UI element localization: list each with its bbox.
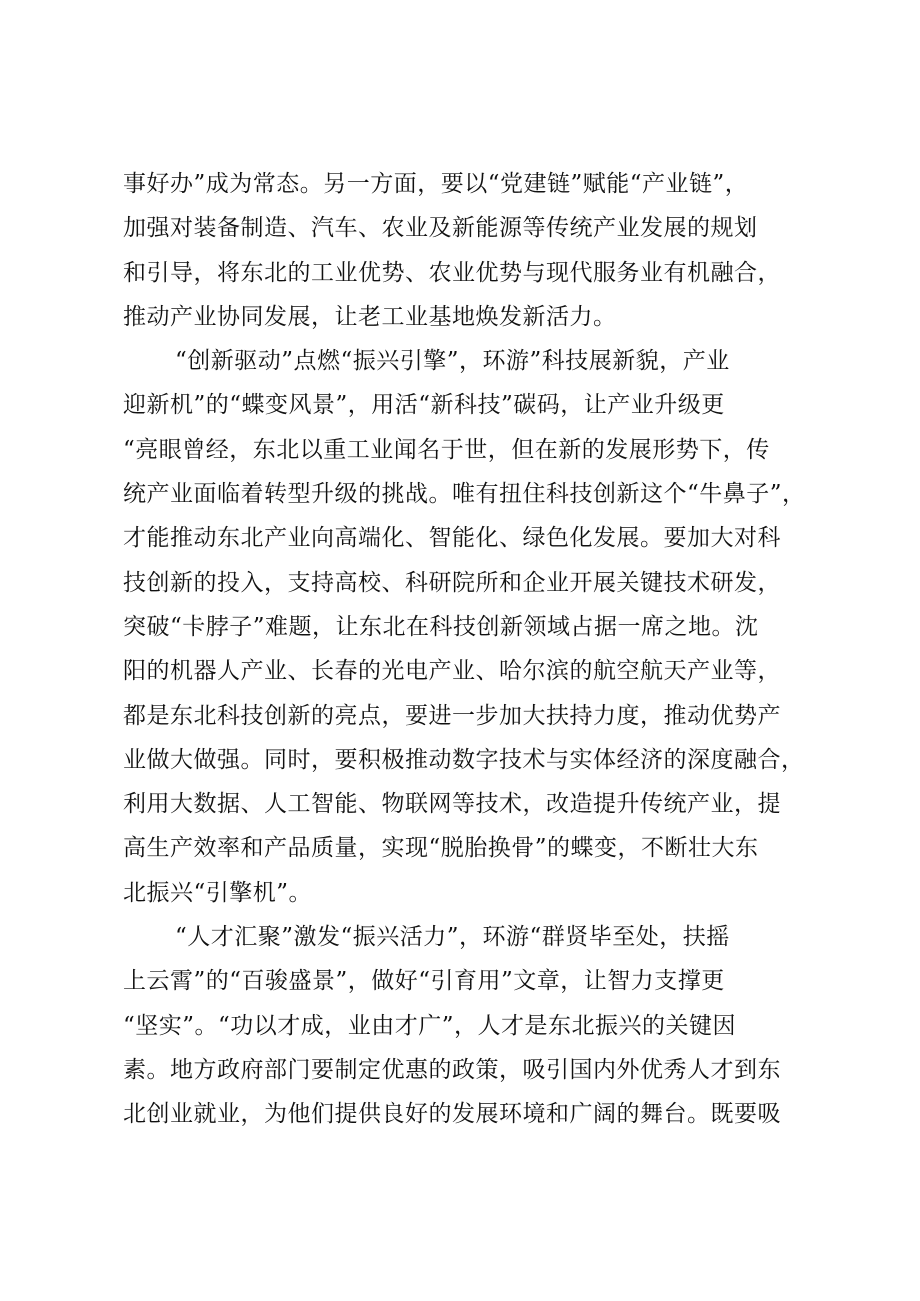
text-line: 迎新机”的“蝶变风景”，用活“新科技”碳码，让产业升级更 [123, 392, 725, 419]
text-line: 上云霄”的“百骏盛景”，做好“引育用”文章，让智力支撑更 [123, 968, 725, 995]
text-line: 都是东北科技创新的亮点，要进一步加大扶持力度，推动优势产 [123, 702, 781, 729]
paragraph-2 [123, 339, 813, 915]
text-line: “坚实”。“功以才成，业由才广”，人才是东北振兴的关键因 [123, 1012, 737, 1039]
text-line: 利用大数据、人工智能、物联网等技术，改造提升传统产业，提 [123, 791, 781, 818]
text-line: 推动产业协同发展，让老工业基地焕发新活力。 [123, 303, 617, 330]
text-line: 加强对装备制造、汽车、农业及新能源等传统产业发展的规划 [123, 215, 758, 242]
text-line: 技创新的投入，支持高校、科研院所和企业开展关键技术研发， [123, 569, 781, 596]
paragraph-3 [123, 915, 813, 1136]
text-line: 北振兴“引擎机”。 [123, 879, 313, 906]
text-line: “人才汇聚”激发“振兴活力”，环游“群贤毕至处，扶摇 [175, 924, 730, 951]
text-line: 突破“卡脖子”难题，让东北在科技创新领域占据一席之地。沈 [123, 613, 759, 640]
text-line: 业做大做强。同时，要积极推动数字技术与实体经济的深度融合， [123, 746, 805, 773]
text-line: 统产业面临着转型升级的挑战。唯有扭住科技创新这个“牛鼻子”， [123, 481, 806, 508]
text-line: “创新驱动”点燃“振兴引擎”，环游”科技展新貌，产业 [175, 348, 730, 375]
text-line: 事好办”成为常态。另一方面，要以“党建链”赋能“产业链”， [123, 171, 749, 197]
document-body [123, 162, 813, 1137]
text-line: 高生产效率和产品质量，实现“脱胎换骨”的蝶变，不断壮大东 [123, 835, 759, 862]
text-line: “亮眼曾经，东北以重工业闻名于世，但在新的发展形势下，传 [123, 436, 770, 463]
text-line: 北创业就业，为他们提供良好的发展环境和广阔的舞台。既要吸 [123, 1101, 781, 1128]
text-line: 才能推动东北产业向高端化、智能化、绿色化发展。要加大对科 [123, 525, 781, 552]
text-line: 素。地方政府部门要制定优惠的政策，吸引国内外优秀人才到东 [123, 1056, 781, 1083]
paragraph-1 [123, 162, 813, 339]
text-line: 阳的机器人产业、长春的光电产业、哈尔滨的航空航天产业等， [123, 658, 781, 685]
text-line: 和引导，将东北的工业优势、农业优势与现代服务业有机融合， [123, 259, 781, 286]
